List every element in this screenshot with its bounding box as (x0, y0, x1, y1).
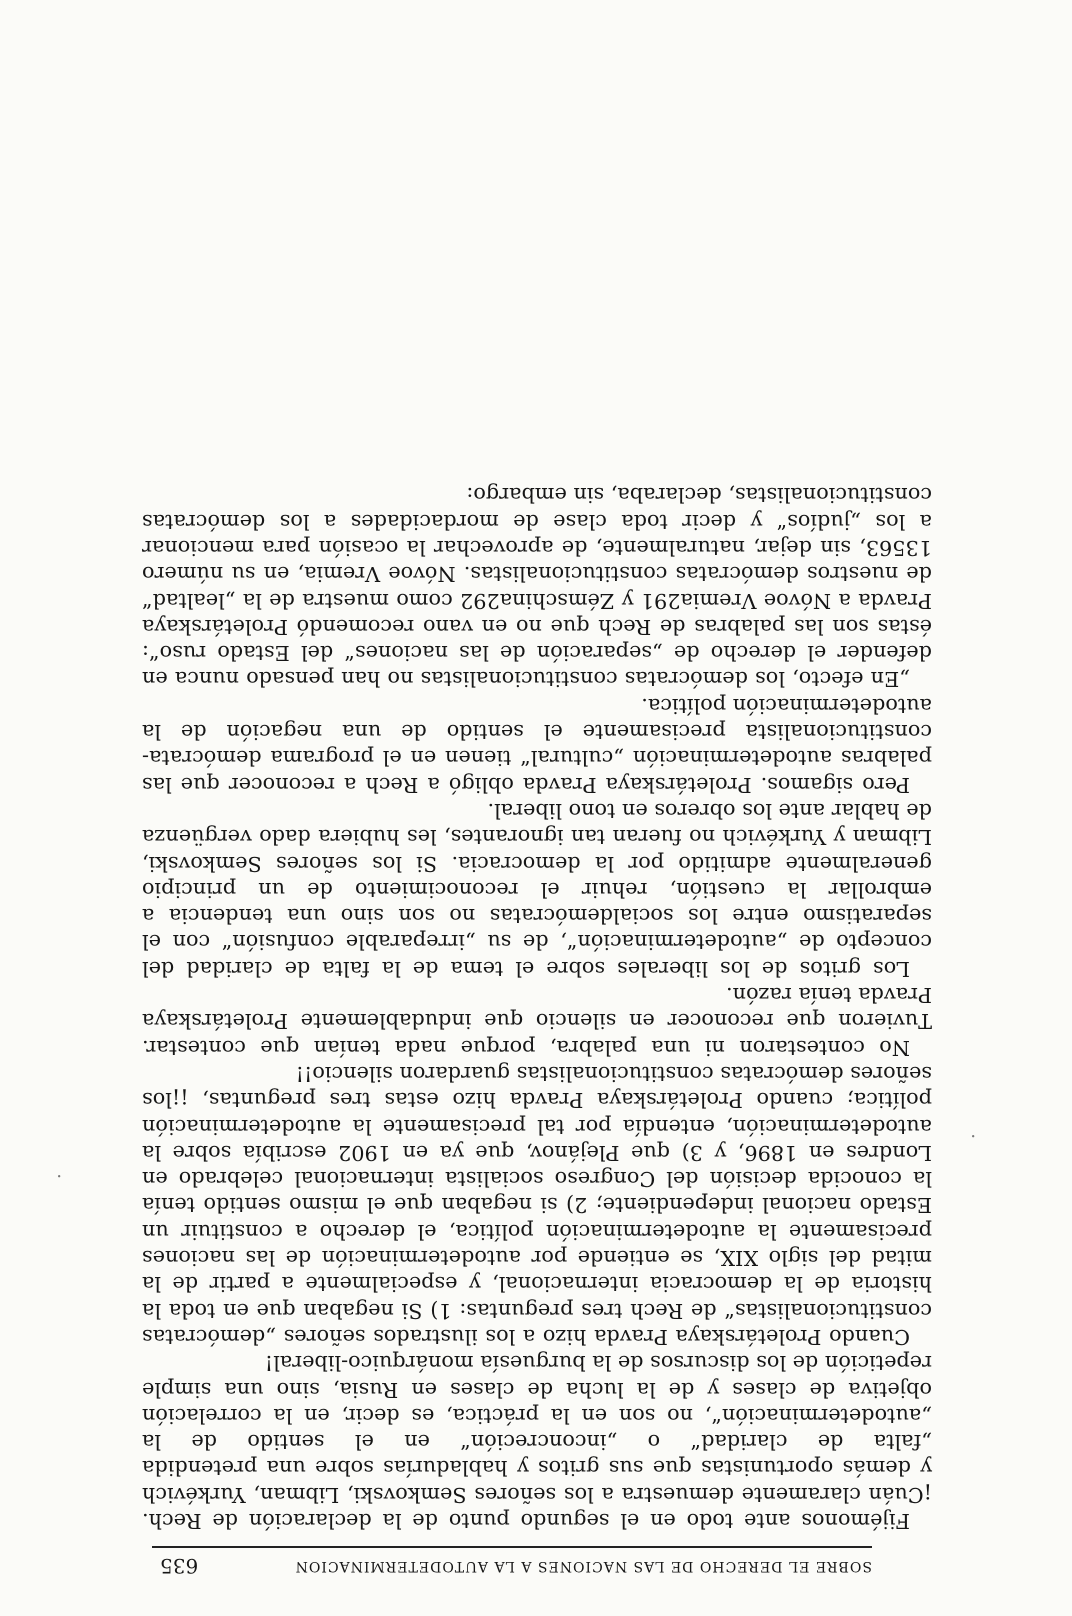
body-text (142, 482, 932, 1534)
paragraph: Cuando Proletárskaya Pravda hizo a los ilustrados señores „demócratas constitucionalistas“ de Rech tres preguntas: 1) Si negaban que en toda la historia de la democracia internacional, y especialmente a partir de la mitad del siglo XIX, se entiende por autodeterminación de las naciones precisamente la autodeterminación política, el derecho a constituir un Estado nacional independiente; 2) si negaban que el mismo sentido tenía la conocida decisión del Congreso socialista internacional celebrado en Londres en 1896, y 3) que Plejánov, que ya en 1902 escribía sobre la autodeterminación, entendía por tal precisamente la autodeterminación política; cuando Proletárskaya Pravda hizo estas tres preguntas, ¡¡los señores demócratas constitucionalistas guardaron silencio!! (142, 1061, 932, 1349)
page-number: 635 (160, 1554, 199, 1578)
header-title: SOBRE EL DERECHO DE LAS NACIONES A LA AUTODETERMINACION (294, 1558, 872, 1574)
paragraph: Los gritos de los liberales sobre el tema de la falta de claridad del concepto de „autodeterminación“, de su „irreparable confusión“ con el separatismo entre los socialdemócratas no son sino una tendencia a embrollar la cuestión, rehuir el reconocimiento de un principio generalmente admitido por la democracia. Si los señores Semkovski, Libman y Yurkévich no fueran tan ignorantes, les hubiera dado vergüenza de hablar ante los obreros en tono liberal. (142, 798, 932, 981)
paragraph: Pero sigamos. Proletárskaya Pravda obligó a Rech a reconocer que las palabras autodeterminación „cultural“ tienen en el programa demócrata-constitucionalista precisamente el sentido de una negación de la autodeterminación política. (142, 693, 932, 797)
paragraph: No contestaron ni una palabra, porque nada tenían que contestar. Tuvieron que reconocer en silencio que indudablemente Proletárskaya Pravda tenía razón. (142, 983, 932, 1060)
scan-speck: · (56, 1165, 62, 1186)
paragraph: „En efecto, los demócratas constitucionalistas no han pensado nunca en defender el derecho de „separación de las naciones“ del Estado ruso“: éstas son las palabras de Rech que no en vano recomendó Proletárskaya Pravda a Nóvoe Vremia291 y Zémschina292 como muestra de la „lealtad“ de nuestros demócratas constitucionalistas. Nóvoe Vremia, en su número 13563, sin dejar, naturalmente, de aprovechar la ocasión para mencionar a los „judíos“ y decir toda clase de mordacidades a los demócratas constitucionalistas, declaraba, sin embargo: (142, 483, 932, 692)
scan-speck: · (970, 1125, 976, 1146)
running-header (152, 1546, 872, 1588)
paragraph: Fijémonos ante todo en el segundo punto de la declaración de Rech. ¡Cuán claramente demuestra a los señores Semkovski, Libman, Yurkévich y demás oportunistas que sus gritos y habladurías sobre una pretendida „falta de claridad“ o „inconcreción“ en el sentido de la „autodeterminación“, no son en la práctica, es decir, en la correlación objetiva de clases y de la lucha de clases en Rusia, sino una simple repetición de los discursos de la burguesía monárquico-liberal! (142, 1351, 932, 1533)
